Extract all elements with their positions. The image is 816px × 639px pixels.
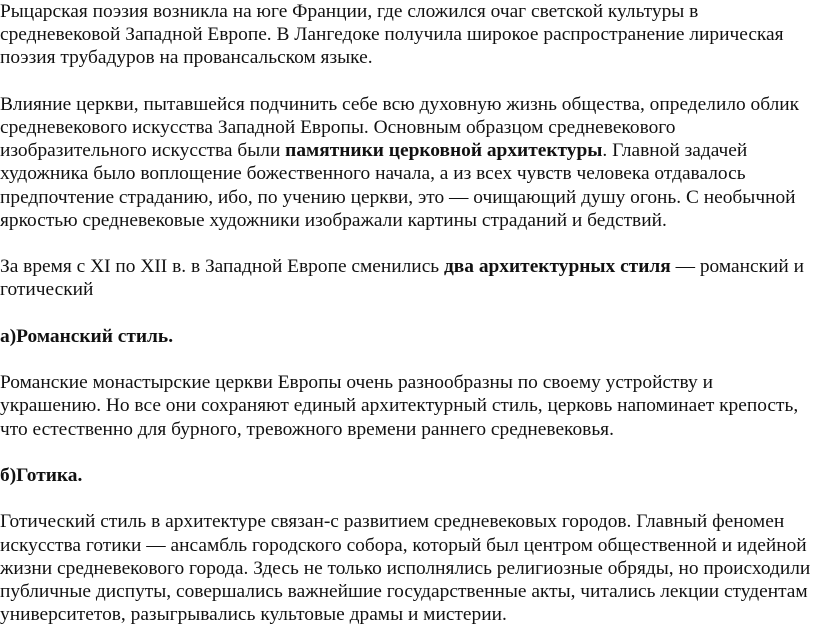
paragraph-text: — романский и готический <box>0 256 805 301</box>
paragraph-text: За время с XI по XII в. в Западной Европе сменились <box>0 256 444 278</box>
paragraph-text: Влияние церкви, пытавшейся подчинить себе всю духовную жизнь общества, определило облик средневекового искусства Западной Европы. Основным образцом средневекового изобразительного искусства были <box>0 93 800 162</box>
paragraph-gothic: Готический стиль в архитектуре связан-с развитием средневековых городов. Главный феномен искусства готики — ансамбль городского собора, который был центром общественной и идейной жизни средневекового города. Здесь не только исполнялись религиозные обряды, но происходили публичные диспуты, совершались важнейшие государственные акты, читались лекции студентам университетов, разыгрывались культовые драмы и мистерии. <box>0 511 811 626</box>
paragraph-chivalric-poetry: Рыцарская поэзия возникла на юге Франции, где сложился очаг светской культуры в средневековой Западной Европе. В Лангедоке получила широкое распространение лирическая поэзия трубадуров на провансальском языке. <box>0 1 784 69</box>
heading-romanesque: а)Романский стиль. <box>0 325 174 347</box>
bold-phrase-church-architecture: памятники церковной архитектуры <box>285 140 603 162</box>
paragraph-church-influence <box>0 93 816 232</box>
paragraph-two-styles <box>0 255 816 301</box>
heading-gothic: б)Готика. <box>0 464 83 486</box>
paragraph-text: . Главной задачей художника было воплощение божественного начала, а из всех чувств человека отдавалось предпочтение страданию, ибо, по учению церкви, это — очищающий душу огонь. С необычной яркостью средневековые художники изображали картины страданий и бедствий. <box>0 140 796 231</box>
bold-phrase-two-styles: два архитектурных стиля <box>444 256 671 278</box>
paragraph-romanesque: Романские монастырские церкви Европы очень разнообразны по своему устройству и украшению. Но все они сохраняют единый архитектурный стиль, церковь напоминает крепость, что естественно для бурного, тревожного времени раннего средневековья. <box>0 372 799 440</box>
